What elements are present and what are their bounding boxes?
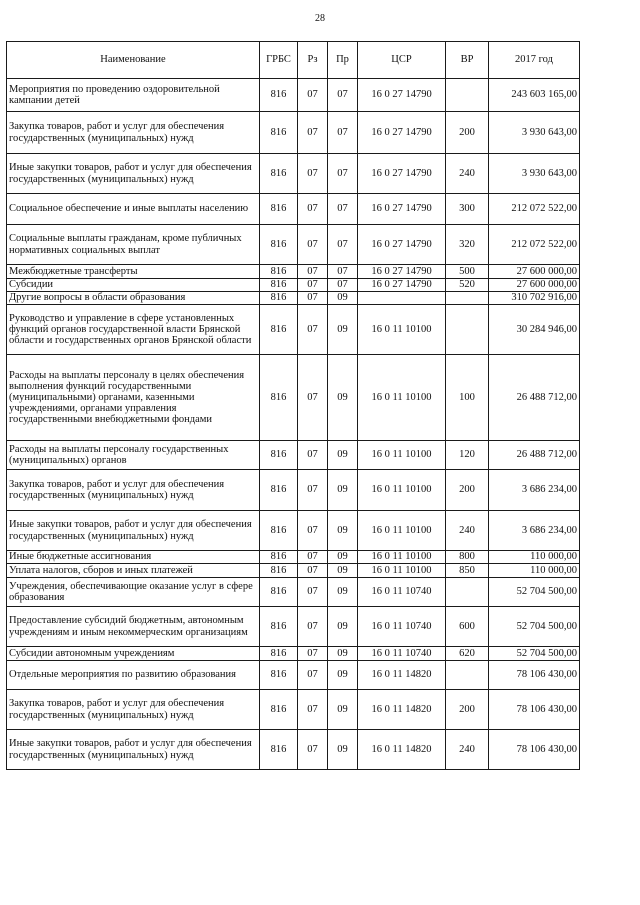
table-row bbox=[7, 647, 580, 661]
cell-rz: 07 bbox=[298, 441, 328, 470]
column-header-pr: Пр bbox=[328, 42, 358, 79]
cell-grbs: 816 bbox=[260, 470, 298, 511]
cell-name: Иные закупки товаров, работ и услуг для обеспечения государственных (муниципальных) нужд bbox=[7, 730, 260, 770]
cell-csr: 16 0 11 14820 bbox=[358, 690, 446, 730]
cell-csr: 16 0 11 14820 bbox=[358, 661, 446, 690]
cell-vr: 120 bbox=[446, 441, 489, 470]
cell-pr: 09 bbox=[328, 511, 358, 551]
column-header-grbs: ГРБС bbox=[260, 42, 298, 79]
cell-amount: 110 000,00 bbox=[489, 551, 580, 564]
cell-csr: 16 0 27 14790 bbox=[358, 225, 446, 265]
cell-grbs: 816 bbox=[260, 112, 298, 154]
table-row bbox=[7, 511, 580, 551]
cell-name: Учреждения, обеспечивающие оказание услуг в сфере образования bbox=[7, 578, 260, 607]
cell-vr: 200 bbox=[446, 470, 489, 511]
cell-grbs: 816 bbox=[260, 607, 298, 647]
cell-pr: 09 bbox=[328, 690, 358, 730]
cell-vr: 620 bbox=[446, 647, 489, 661]
cell-vr bbox=[446, 79, 489, 112]
cell-amount: 3 930 643,00 bbox=[489, 154, 580, 194]
table-row bbox=[7, 551, 580, 564]
cell-pr: 09 bbox=[328, 292, 358, 305]
table-row bbox=[7, 265, 580, 279]
cell-csr: 16 0 11 10100 bbox=[358, 355, 446, 441]
cell-rz: 07 bbox=[298, 292, 328, 305]
cell-grbs: 816 bbox=[260, 578, 298, 607]
budget-table bbox=[6, 41, 580, 770]
cell-amount: 27 600 000,00 bbox=[489, 265, 580, 279]
cell-name: Социальные выплаты гражданам, кроме публичных нормативных социальных выплат bbox=[7, 225, 260, 265]
cell-csr: 16 0 11 10100 bbox=[358, 551, 446, 564]
cell-vr: 240 bbox=[446, 730, 489, 770]
column-header-name: Наименование bbox=[7, 42, 260, 79]
cell-vr: 320 bbox=[446, 225, 489, 265]
cell-pr: 09 bbox=[328, 305, 358, 355]
cell-grbs: 816 bbox=[260, 661, 298, 690]
cell-pr: 09 bbox=[328, 470, 358, 511]
cell-pr: 09 bbox=[328, 551, 358, 564]
cell-grbs: 816 bbox=[260, 564, 298, 578]
cell-rz: 07 bbox=[298, 355, 328, 441]
cell-rz: 07 bbox=[298, 265, 328, 279]
cell-rz: 07 bbox=[298, 511, 328, 551]
cell-pr: 07 bbox=[328, 265, 358, 279]
cell-name: Руководство и управление в сфере установленных функций органов государственной власти Брянской области и государственных органов Брянской области bbox=[7, 305, 260, 355]
cell-amount: 30 284 946,00 bbox=[489, 305, 580, 355]
table-row bbox=[7, 564, 580, 578]
cell-csr: 16 0 11 10740 bbox=[358, 607, 446, 647]
column-header-vr: ВР bbox=[446, 42, 489, 79]
cell-csr: 16 0 27 14790 bbox=[358, 112, 446, 154]
cell-vr: 520 bbox=[446, 279, 489, 292]
column-header-rz: Рз bbox=[298, 42, 328, 79]
cell-name: Иные бюджетные ассигнования bbox=[7, 551, 260, 564]
column-header-amount: 2017 год bbox=[489, 42, 580, 79]
cell-vr: 200 bbox=[446, 690, 489, 730]
cell-name: Социальное обеспечение и иные выплаты населению bbox=[7, 194, 260, 225]
cell-name: Другие вопросы в области образования bbox=[7, 292, 260, 305]
cell-name: Отдельные мероприятия по развитию образования bbox=[7, 661, 260, 690]
cell-rz: 07 bbox=[298, 607, 328, 647]
cell-pr: 09 bbox=[328, 661, 358, 690]
cell-rz: 07 bbox=[298, 225, 328, 265]
cell-grbs: 816 bbox=[260, 355, 298, 441]
cell-grbs: 816 bbox=[260, 551, 298, 564]
cell-amount: 110 000,00 bbox=[489, 564, 580, 578]
cell-grbs: 816 bbox=[260, 292, 298, 305]
cell-pr: 09 bbox=[328, 730, 358, 770]
cell-amount: 52 704 500,00 bbox=[489, 578, 580, 607]
cell-rz: 07 bbox=[298, 112, 328, 154]
cell-amount: 3 686 234,00 bbox=[489, 470, 580, 511]
cell-rz: 07 bbox=[298, 470, 328, 511]
table-row bbox=[7, 730, 580, 770]
cell-name: Закупка товаров, работ и услуг для обеспечения государственных (муниципальных) нужд bbox=[7, 470, 260, 511]
cell-amount: 243 603 165,00 bbox=[489, 79, 580, 112]
cell-grbs: 816 bbox=[260, 194, 298, 225]
cell-name: Расходы на выплаты персоналу в целях обеспечения выполнения функций государственными (муниципальными) органами, казенными учреждениями, органами управления государственными внебюджетными фондами bbox=[7, 355, 260, 441]
cell-vr: 200 bbox=[446, 112, 489, 154]
table-row bbox=[7, 607, 580, 647]
cell-csr: 16 0 11 10740 bbox=[358, 578, 446, 607]
cell-rz: 07 bbox=[298, 730, 328, 770]
table-row bbox=[7, 79, 580, 112]
cell-rz: 07 bbox=[298, 79, 328, 112]
cell-rz: 07 bbox=[298, 578, 328, 607]
cell-grbs: 816 bbox=[260, 730, 298, 770]
cell-name: Субсидии bbox=[7, 279, 260, 292]
cell-csr: 16 0 11 10100 bbox=[358, 564, 446, 578]
column-header-csr: ЦСР bbox=[358, 42, 446, 79]
cell-amount: 212 072 522,00 bbox=[489, 225, 580, 265]
table-row bbox=[7, 154, 580, 194]
cell-amount: 52 704 500,00 bbox=[489, 607, 580, 647]
cell-csr bbox=[358, 292, 446, 305]
cell-csr: 16 0 27 14790 bbox=[358, 79, 446, 112]
cell-rz: 07 bbox=[298, 661, 328, 690]
cell-rz: 07 bbox=[298, 194, 328, 225]
cell-vr: 800 bbox=[446, 551, 489, 564]
cell-rz: 07 bbox=[298, 305, 328, 355]
table-row bbox=[7, 441, 580, 470]
cell-pr: 07 bbox=[328, 154, 358, 194]
cell-rz: 07 bbox=[298, 690, 328, 730]
cell-csr: 16 0 11 10740 bbox=[358, 647, 446, 661]
table-row bbox=[7, 470, 580, 511]
cell-amount: 3 686 234,00 bbox=[489, 511, 580, 551]
cell-grbs: 816 bbox=[260, 279, 298, 292]
cell-vr bbox=[446, 661, 489, 690]
cell-amount: 3 930 643,00 bbox=[489, 112, 580, 154]
table-row bbox=[7, 194, 580, 225]
cell-amount: 310 702 916,00 bbox=[489, 292, 580, 305]
cell-name: Уплата налогов, сборов и иных платежей bbox=[7, 564, 260, 578]
cell-pr: 07 bbox=[328, 225, 358, 265]
cell-amount: 26 488 712,00 bbox=[489, 355, 580, 441]
cell-vr bbox=[446, 292, 489, 305]
cell-csr: 16 0 11 10100 bbox=[358, 470, 446, 511]
cell-grbs: 816 bbox=[260, 79, 298, 112]
cell-name: Субсидии автономным учреждениям bbox=[7, 647, 260, 661]
cell-amount: 78 106 430,00 bbox=[489, 690, 580, 730]
cell-grbs: 816 bbox=[260, 441, 298, 470]
cell-vr: 300 bbox=[446, 194, 489, 225]
cell-amount: 78 106 430,00 bbox=[489, 661, 580, 690]
cell-csr: 16 0 27 14790 bbox=[358, 154, 446, 194]
table-row bbox=[7, 225, 580, 265]
cell-grbs: 816 bbox=[260, 265, 298, 279]
table-row bbox=[7, 112, 580, 154]
cell-pr: 09 bbox=[328, 578, 358, 607]
cell-csr: 16 0 27 14790 bbox=[358, 279, 446, 292]
cell-grbs: 816 bbox=[260, 225, 298, 265]
cell-csr: 16 0 27 14790 bbox=[358, 194, 446, 225]
cell-rz: 07 bbox=[298, 551, 328, 564]
table-row bbox=[7, 292, 580, 305]
table-row bbox=[7, 305, 580, 355]
cell-pr: 09 bbox=[328, 355, 358, 441]
cell-vr: 240 bbox=[446, 511, 489, 551]
cell-name: Иные закупки товаров, работ и услуг для обеспечения государственных (муниципальных) нужд bbox=[7, 511, 260, 551]
table-row bbox=[7, 661, 580, 690]
cell-csr: 16 0 27 14790 bbox=[358, 265, 446, 279]
cell-pr: 09 bbox=[328, 607, 358, 647]
cell-csr: 16 0 11 14820 bbox=[358, 730, 446, 770]
cell-name: Закупка товаров, работ и услуг для обеспечения государственных (муниципальных) нужд bbox=[7, 112, 260, 154]
cell-vr bbox=[446, 305, 489, 355]
table-row bbox=[7, 279, 580, 292]
cell-rz: 07 bbox=[298, 154, 328, 194]
cell-grbs: 816 bbox=[260, 647, 298, 661]
cell-vr: 850 bbox=[446, 564, 489, 578]
cell-amount: 212 072 522,00 bbox=[489, 194, 580, 225]
cell-csr: 16 0 11 10100 bbox=[358, 441, 446, 470]
cell-grbs: 816 bbox=[260, 690, 298, 730]
cell-rz: 07 bbox=[298, 279, 328, 292]
cell-pr: 07 bbox=[328, 112, 358, 154]
cell-pr: 09 bbox=[328, 647, 358, 661]
cell-name: Закупка товаров, работ и услуг для обеспечения государственных (муниципальных) нужд bbox=[7, 690, 260, 730]
cell-pr: 07 bbox=[328, 79, 358, 112]
cell-amount: 78 106 430,00 bbox=[489, 730, 580, 770]
cell-vr: 500 bbox=[446, 265, 489, 279]
cell-amount: 26 488 712,00 bbox=[489, 441, 580, 470]
page-number: 28 bbox=[315, 13, 325, 24]
table-row bbox=[7, 578, 580, 607]
table-row bbox=[7, 690, 580, 730]
cell-grbs: 816 bbox=[260, 305, 298, 355]
cell-vr: 100 bbox=[446, 355, 489, 441]
cell-vr bbox=[446, 578, 489, 607]
cell-pr: 07 bbox=[328, 279, 358, 292]
cell-rz: 07 bbox=[298, 564, 328, 578]
cell-name: Мероприятия по проведению оздоровительной кампании детей bbox=[7, 79, 260, 112]
cell-pr: 09 bbox=[328, 441, 358, 470]
cell-name: Межбюджетные трансферты bbox=[7, 265, 260, 279]
cell-name: Расходы на выплаты персоналу государственных (муниципальных) органов bbox=[7, 441, 260, 470]
cell-grbs: 816 bbox=[260, 511, 298, 551]
cell-vr: 240 bbox=[446, 154, 489, 194]
cell-csr: 16 0 11 10100 bbox=[358, 305, 446, 355]
header-row bbox=[7, 42, 580, 79]
cell-amount: 27 600 000,00 bbox=[489, 279, 580, 292]
cell-vr: 600 bbox=[446, 607, 489, 647]
cell-grbs: 816 bbox=[260, 154, 298, 194]
cell-amount: 52 704 500,00 bbox=[489, 647, 580, 661]
cell-name: Предоставление субсидий бюджетным, автономным учреждениям и иным некоммерческим организациям bbox=[7, 607, 260, 647]
table-body bbox=[7, 79, 580, 770]
table-row bbox=[7, 355, 580, 441]
cell-name: Иные закупки товаров, работ и услуг для обеспечения государственных (муниципальных) нужд bbox=[7, 154, 260, 194]
cell-pr: 09 bbox=[328, 564, 358, 578]
cell-pr: 07 bbox=[328, 194, 358, 225]
cell-rz: 07 bbox=[298, 647, 328, 661]
cell-csr: 16 0 11 10100 bbox=[358, 511, 446, 551]
